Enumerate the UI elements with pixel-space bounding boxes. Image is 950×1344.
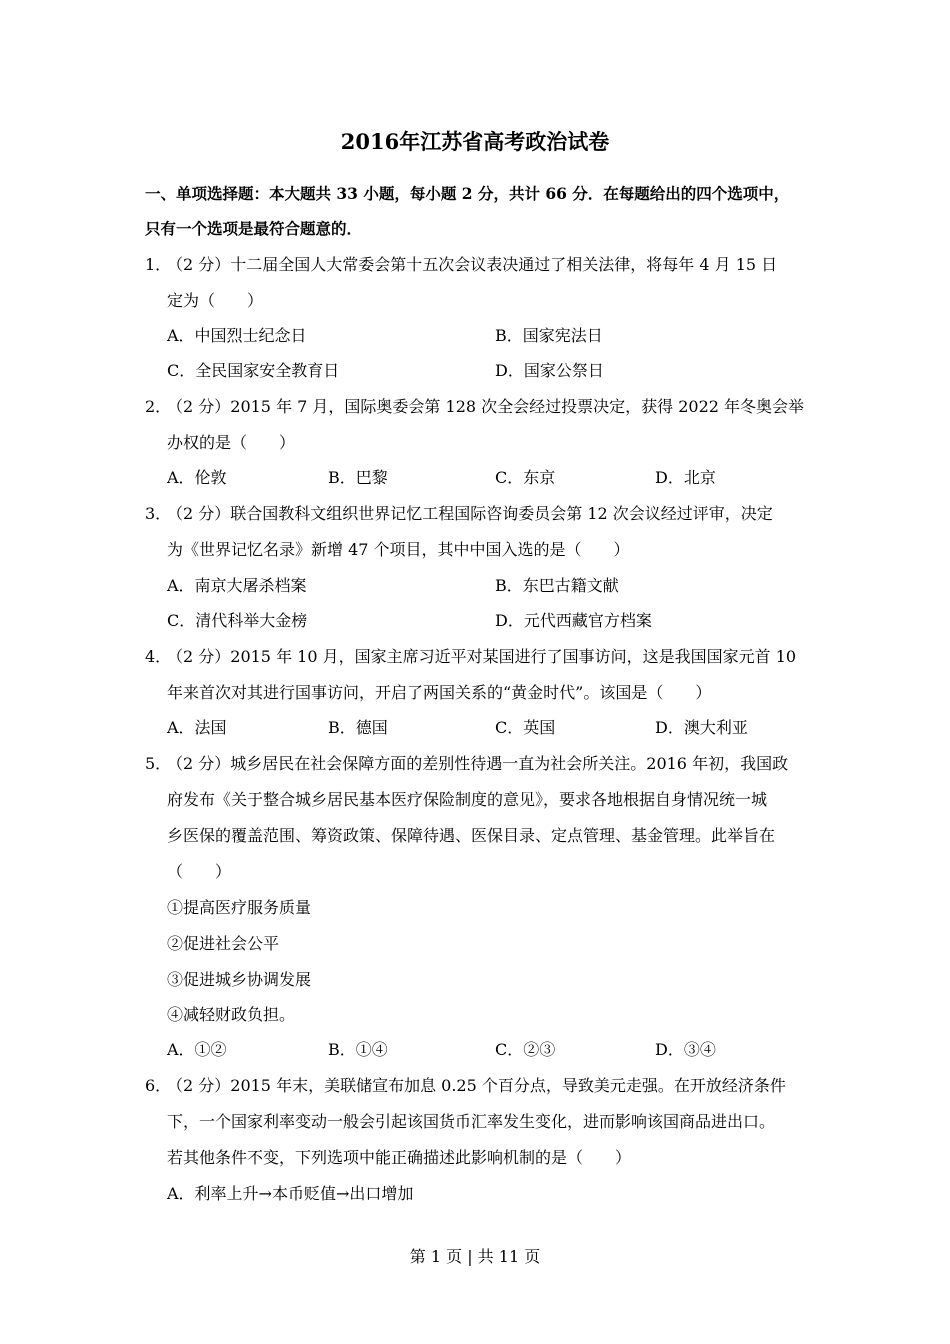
question-text: （2 分）2015 年 7 月，国际奥委会第 128 次全会经过投票决定，获得 2022 年冬奥会举 bbox=[167, 397, 805, 416]
question-text: 下，一个国家利率变动一般会引起该国货币汇率发生变化，进而影响该国商品进出口。 bbox=[167, 1112, 776, 1131]
option-d: D．北京 bbox=[655, 468, 716, 487]
option-c: C．全民国家安全教育日 bbox=[167, 361, 340, 380]
statement-item: ③促进城乡协调发展 bbox=[167, 970, 312, 989]
question-text: 府发布《关于整合城乡居民基本医疗保险制度的意见》，要求各地根据自身情况统一城 bbox=[167, 790, 768, 809]
question-text: 为《世界记忆名录》新增 47 个项目，其中中国入选的是（ ） bbox=[167, 540, 630, 559]
question-text: 若其他条件不变，下列选项中能正确描述此影响机制的是（ ） bbox=[167, 1148, 632, 1167]
question-text: 办权的是（ ） bbox=[167, 433, 296, 452]
statement-item: ①提高医疗服务质量 bbox=[167, 898, 312, 917]
question-number: 5． bbox=[145, 754, 172, 773]
option-b: B．东巴古籍文献 bbox=[495, 576, 619, 595]
option-c: C．东京 bbox=[495, 468, 556, 487]
option-a: A．法国 bbox=[167, 718, 227, 737]
option-d: D．国家公祭日 bbox=[495, 361, 604, 380]
question-text: （ ） bbox=[167, 862, 232, 881]
option-a: A．①② bbox=[167, 1040, 227, 1059]
option-d: D．③④ bbox=[655, 1040, 716, 1059]
option-c: C．清代科举大金榜 bbox=[167, 611, 308, 630]
option-b: B．国家宪法日 bbox=[495, 326, 603, 345]
statement-item: ②促进社会公平 bbox=[167, 934, 280, 953]
option-b: B．德国 bbox=[328, 718, 388, 737]
section-instructions bbox=[145, 176, 825, 246]
option-a: A．中国烈士纪念日 bbox=[167, 326, 307, 345]
question-text: （2 分）2015 年 10 月，国家主席习近平对某国进行了国事访问，这是我国国家元首 10 bbox=[167, 647, 797, 666]
section-line-2: 只有一个选项是最符合题意的． bbox=[145, 219, 363, 238]
page-footer: 第 1 页 | 共 11 页 bbox=[409, 1247, 541, 1266]
section-line-1: 一、单项选择题：本大题共 33 小题，每小题 2 分，共计 66 分．在每题给出的四个选项中， bbox=[145, 184, 790, 203]
question-text: 定为（ ） bbox=[167, 291, 264, 310]
question-text: （2 分）十二届全国人大常委会第十五次会议表决通过了相关法律，将每年 4 月 15 日 bbox=[167, 255, 778, 274]
question-number: 2． bbox=[145, 397, 172, 416]
option-a: A．南京大屠杀档案 bbox=[167, 576, 307, 595]
option-a: A．利率上升→本币贬值→出口增加 bbox=[167, 1184, 414, 1203]
option-a: A．伦敦 bbox=[167, 468, 227, 487]
option-d: D．元代西藏官方档案 bbox=[495, 611, 652, 630]
question-number: 4． bbox=[145, 647, 172, 666]
question-number: 6． bbox=[145, 1076, 172, 1095]
option-d: D．澳大利亚 bbox=[655, 718, 748, 737]
page-title: 2016年江苏省高考政治试卷 bbox=[340, 129, 610, 154]
option-b: B．①④ bbox=[328, 1040, 388, 1059]
question-text: （2 分）2015 年末，美联储宣布加息 0.25 个百分点，导致美元走强。在开放经济条件 bbox=[167, 1076, 786, 1095]
question-number: 3． bbox=[145, 504, 172, 523]
question-text: 年来首次对其进行国事访问，开启了两国关系的“黄金时代”。该国是（ ） bbox=[167, 683, 712, 702]
question-number: 1． bbox=[145, 255, 172, 274]
question-text: （2 分）联合国教科文组织世界记忆工程国际咨询委员会第 12 次会议经过评审，决定 bbox=[167, 504, 773, 523]
option-c: C．②③ bbox=[495, 1040, 556, 1059]
statement-item: ④减轻财政负担。 bbox=[167, 1005, 296, 1024]
option-c: C．英国 bbox=[495, 718, 556, 737]
question-text: （2 分）城乡居民在社会保障方面的差别性待遇一直为社会所关注。2016 年初，我国政 bbox=[167, 754, 789, 773]
question-text: 乡医保的覆盖范围、筹资政策、保障待遇、医保目录、定点管理、基金管理。此举旨在 bbox=[167, 826, 776, 845]
option-b: B．巴黎 bbox=[328, 468, 388, 487]
